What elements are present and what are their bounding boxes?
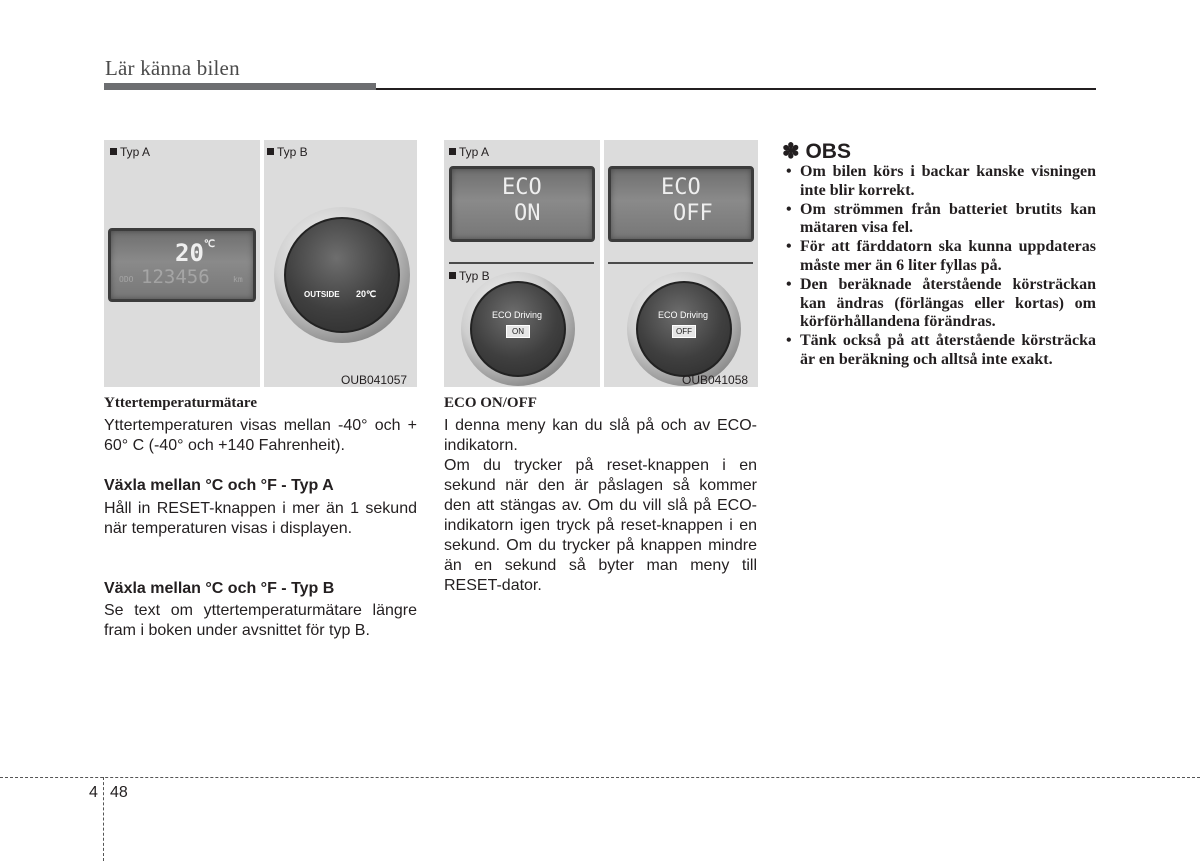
gauge-outside-label: OUTSIDE: [304, 290, 340, 299]
lcd-temperature-value: 20℃: [175, 239, 216, 267]
lcd-eco-label: ECO: [502, 175, 542, 200]
obs-list-item: • Om strömmen från batteriet brutits kan mätaren visa fel.: [784, 201, 1096, 239]
footer-rule: [0, 777, 1200, 778]
obs-heading: [782, 139, 851, 164]
figure-separator: [608, 262, 753, 264]
figure-outside-temperature: [104, 140, 417, 387]
subheading-type-b: Växla mellan °C och °F - Typ B: [104, 580, 335, 597]
button-face: [636, 281, 732, 377]
subheading-type-a: Växla mellan °C och °F - Typ A: [104, 477, 334, 494]
figure-divider: [600, 140, 604, 387]
gauge-outside-value: 20℃: [356, 289, 377, 299]
eco-driving-on-tag: ON: [506, 325, 530, 338]
lcd-outside-temp-display: [108, 228, 256, 302]
outside-temp-gauge: [274, 207, 410, 343]
figure-eco-on-off: [444, 140, 758, 387]
lcd-odometer-unit: km: [233, 275, 243, 284]
obs-list-item: • För att färddatorn ska kunna uppdateras måste mer än 6 liter fyllas på.: [784, 238, 1096, 276]
eco-driving-label: ECO Driving: [492, 310, 543, 320]
eco-paragraph-1: I denna meny kan du slå på och av ECO-indikatorn.: [444, 417, 757, 454]
eco-driving-label: ECO Driving: [658, 310, 709, 320]
gauge-face: [284, 217, 400, 333]
type-b-paragraph: Se text om yttertemperaturmätare längre fram i boken under avsnittet för typ B.: [104, 602, 417, 639]
figure-label-type-b: Typ B: [267, 145, 308, 159]
eco-driving-off-tag: OFF: [672, 325, 696, 338]
lcd-eco-on-display: [449, 166, 595, 242]
section-heading-outside-temp: Yttertemperaturmätare: [104, 395, 257, 411]
figure-code-right: OUB041058: [682, 373, 749, 387]
header-rule: [376, 88, 1096, 90]
page-header-title: Lär känna bilen: [105, 56, 240, 80]
asterisk-icon: ✽: [782, 140, 800, 163]
lcd-odometer-value: 123456: [141, 266, 210, 288]
lcd-eco-on-value: ON: [514, 201, 541, 226]
figure-label-type-a: Typ A: [449, 145, 489, 159]
button-face: [470, 281, 566, 377]
eco-driving-on-button: [461, 272, 575, 386]
obs-list: [784, 163, 1096, 370]
lcd-eco-label: ECO: [661, 175, 701, 200]
type-a-paragraph: Håll in RESET-knappen i mer än 1 sekund när temperaturen visas i displayen.: [104, 500, 417, 537]
obs-list-item: • Den beräknade återstående körsträckan kan ändras (förlängas eller kortas) om körförhållandena förändras.: [784, 276, 1096, 332]
footer-divider: [103, 777, 104, 861]
lcd-eco-off-display: [608, 166, 754, 242]
figure-code-left: OUB041057: [341, 373, 408, 387]
figure-divider: [260, 140, 264, 387]
header-rule-accent: [104, 83, 376, 90]
figure-label-type-a: Typ A: [110, 145, 150, 159]
chapter-number: 4: [89, 784, 98, 801]
eco-paragraph-2: Om du trycker på reset-knappen i en sekund när den är påslagen så kommer den att stängas av. Om du vill slå på ECO-indikatorn igen tryck på reset-knappen i en sekund. Om du trycker på knappen mindre än en sekund så byter man meny till RESET-dator.: [444, 457, 757, 594]
obs-list-item: • Tänk också på att återstående körsträcka är en beräkning och alltså inte exakt.: [784, 332, 1096, 370]
outside-temp-paragraph: Yttertemperaturen visas mellan -40° och + 60° C (-40° och +140 Fahrenheit).: [104, 417, 417, 454]
lcd-odometer-ghost: ODO: [119, 275, 134, 284]
obs-title: OBS: [805, 140, 851, 163]
obs-list-item: • Om bilen körs i backar kanske visningen inte blir korrekt.: [784, 163, 1096, 201]
figure-label-type-b: Typ B: [449, 269, 490, 283]
section-heading-eco: ECO ON/OFF: [444, 395, 537, 411]
figure-separator: [449, 262, 594, 264]
page-number: 48: [110, 784, 128, 801]
lcd-eco-off-value: OFF: [673, 201, 713, 226]
eco-driving-off-button: [627, 272, 741, 386]
